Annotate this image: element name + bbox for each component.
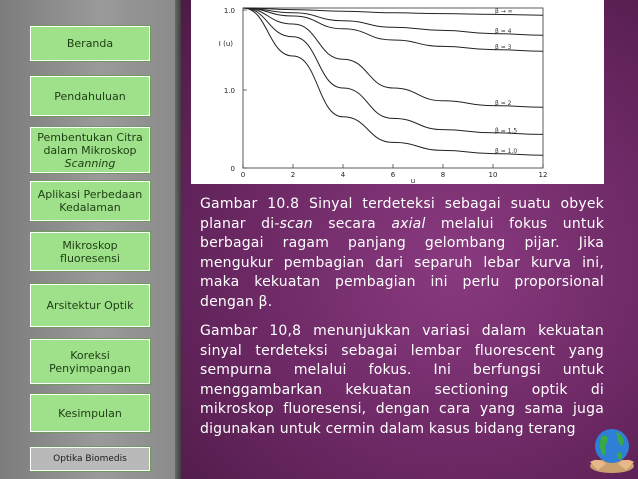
series-line — [243, 8, 543, 107]
x-tick-label: 6 — [390, 171, 396, 179]
sidebar-item-koreksi-penyimpangan[interactable] — [30, 339, 150, 384]
series-label: β = 1.0 — [495, 148, 518, 156]
y-tick-label: 1.0 — [223, 87, 235, 95]
x-tick-label: 10 — [488, 171, 498, 179]
x-tick-label: 12 — [538, 171, 548, 179]
series-label: β = 3 — [495, 44, 512, 52]
sidebar — [0, 0, 181, 479]
para1-text-a: Gambar 10.8 Sinyal terdeteksi sebagai suatu obyek planar di- — [200, 196, 604, 232]
sidebar-item-label: Koreksi — [70, 348, 110, 362]
series-label: β → ∞ — [495, 8, 513, 16]
sidebar-item-label: Kedalaman — [59, 201, 121, 214]
sidebar-item-label: Beranda — [66, 37, 114, 50]
y-axis-label: I (u) — [218, 40, 233, 48]
x-tick-label: 4 — [340, 171, 346, 179]
sidebar-item-label: fluoresensi — [60, 251, 120, 265]
sidebar-item-beranda[interactable] — [30, 26, 150, 61]
chart-svg — [191, 0, 604, 184]
para1-italic-axial: axial — [391, 215, 426, 232]
signal-chart — [191, 0, 604, 184]
paragraph-1 — [200, 195, 604, 312]
sidebar-item-label: Kesimpulan — [58, 406, 122, 420]
sidebar-item-label: Scanning — [64, 156, 116, 170]
series-label: β = 1.5 — [495, 127, 518, 135]
para1-text-b: secara — [312, 215, 392, 232]
sidebar-item-kesimpulan[interactable] — [30, 394, 150, 432]
footer-button-label: Optika Biomedis — [53, 453, 127, 464]
x-tick-label: 0 — [240, 171, 246, 179]
sidebar-item-mikroskop-fluoresensi[interactable] — [30, 232, 150, 271]
optika-biomedis-button[interactable] — [30, 447, 150, 471]
para1-text-c: melalui fokus untuk berbagai ragam panjang gelombang pijar. Jika mengukur pembagian dari separuh lebar kurva ini, maka kekuatan pembagian ini perlu proporsional dengan β. — [200, 215, 605, 310]
sidebar-item-label: Aplikasi Perbedaan — [37, 188, 143, 201]
series-label: β = 2 — [495, 100, 512, 108]
y-tick-label: 0 — [230, 165, 235, 173]
paragraph-2: Gambar 10,8 menunjukkan variasi dalam kekuatan sinyal terdeteksi sebagai lembar fluorescent yang sempurna melalui fokus. Ini berfungsi untuk menggambarkan kekuatan sectioning optik di mikroskop fluoresensi, dengan cara yang sama juga digunakan untuk cermin dalam kasus bidang terang — [200, 323, 604, 437]
x-tick-label: 8 — [440, 171, 446, 179]
sidebar-item-label: dalam Mikroskop — [43, 143, 137, 157]
para1-italic-scan: scan — [279, 215, 313, 232]
globe-hands-icon — [588, 424, 636, 474]
sidebar-item-aplikasi-perbedaan-kedalaman[interactable] — [30, 181, 150, 221]
y-tick-label: 1.0 — [223, 7, 235, 15]
sidebar-item-pendahuluan[interactable] — [30, 76, 150, 116]
sidebar-item-label: Pendahuluan — [54, 89, 126, 103]
sidebar-item-label: Arsitektur Optik — [46, 299, 134, 312]
sidebar-item-pembentukan-citra[interactable] — [30, 127, 150, 173]
sidebar-item-arsitektur-optik[interactable] — [30, 284, 150, 327]
sidebar-item-label: Mikroskop — [62, 238, 118, 252]
x-tick-label: 2 — [290, 171, 296, 179]
series-label: β = 4 — [495, 28, 512, 36]
sidebar-item-label: Pembentukan Citra — [37, 130, 143, 144]
x-axis-label: u — [410, 177, 416, 184]
sidebar-item-label: Penyimpangan — [49, 361, 131, 375]
